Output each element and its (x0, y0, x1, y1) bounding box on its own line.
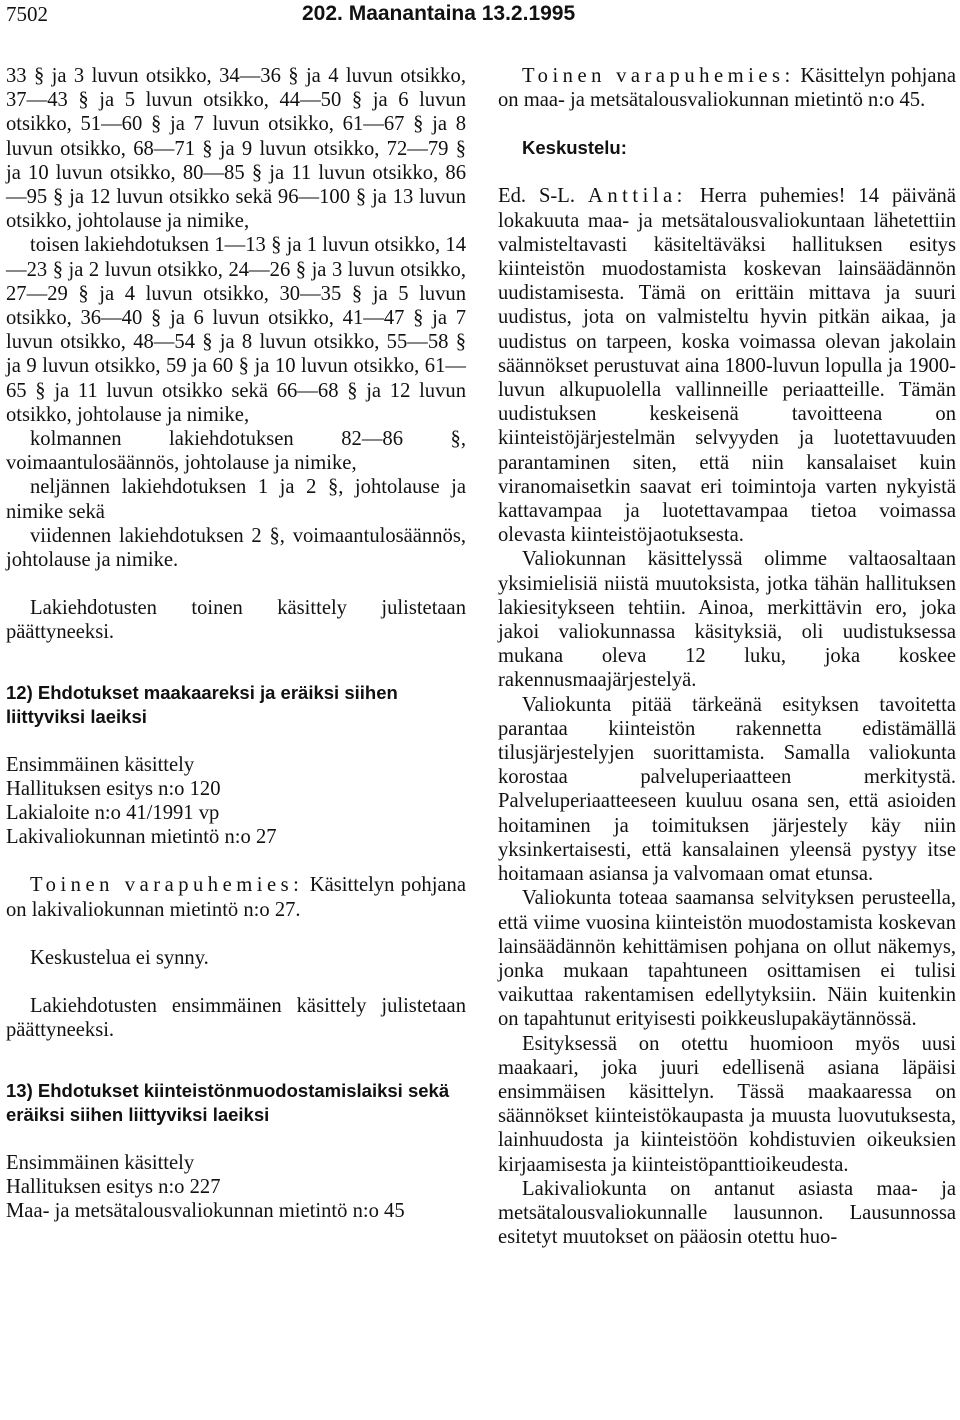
page-header (6, 2, 954, 32)
page-number: 7502 (6, 2, 48, 26)
paragraph-second-bill: toisen lakiehdotuksen 1—13 § ja 1 luvun otsikko, 14—23 § ja 2 luvun otsikko, 24—26 § ja 3 luvun otsikko, 27—29 § ja 4 luvun otsikko, 30—35 § ja 5 luvun otsikko, 36—40 § ja 6 luvun otsikko, 41—47 § ja 7 luvun otsikko, 48—54 § ja 8 luvun otsikko, 55—58 § ja 9 luvun otsikko, 59 ja 60 § ja 10 luvun otsikko, 61—65 § ja 11 luvun otsikko sekä 66—68 § ja 12 luvun otsikko, johtolause ja nimike, (6, 234, 466, 426)
paragraph-no-discussion: Keskustelua ei synny. (30, 946, 209, 969)
paragraph-fourth-bill: neljännen lakiehdotuksen 1 ja 2 §, johtolause ja nimike sekä (6, 476, 466, 523)
speaker-name-12: Toinen varapuhemies: (30, 874, 304, 897)
speech-paragraph-5: Esityksessä on otettu huomioon myös uusi maakaari, joka juuri edellisenä asiana läpäisi ensimmäisen käsittelyn. Tässä maakaaressa on säännökset kiinteistökaupasta ja muusta luovutuksesta, lainhuudosta ja kiinteistöön kohdistuvien oikeuksien kirjaamisesta ja kiinteistöpanttioikeudesta. (498, 1032, 956, 1176)
speech-paragraph-4: Valiokunta toteaa saamansa selvityksen perusteella, että viime vuosina kiinteistön muodostamista koskevan lainsäädännön kehittämisen pohjana on ollut näkemys, jonka mukaan tapahtuneen osittamisen ei tulisi vaikuttaa rakentamisen edellytyksiin. Näin kuitenkin on tapahtunut erityisesti poikkeuslupakäytännössä. (498, 887, 956, 1031)
speech-paragraph-6: Lakivaliokunta on antanut asiasta maa- ja metsätalousvaliokunnalle lausunnon. Lausunnossa esitetyt muutokset on pääosin otettu huo- (498, 1177, 956, 1249)
paragraph-first-bill-sections: 33 § ja 3 luvun otsikko, 34—36 § ja 4 luvun otsikko, 37—43 § ja 5 luvun otsikko, 44—50 § ja 6 luvun otsikko, 51—60 § ja 7 luvun otsikko, 61—67 § ja 8 luvun otsikko, 68—71 § ja 9 luvun otsikko, 72—79 § ja 10 luvun otsikko, 80—85 § ja 11 luvun otsikko, 86—95 § ja 12 luvun otsikko sekä 96—100 § ja 13 luvun otsikko, johtolause ja nimike, (6, 65, 466, 233)
speaker-text-12: Käsittelyn pohjana on lakivaliokunnan mietintö n:o 27. (6, 874, 466, 921)
right-column (498, 64, 956, 1249)
speaker-paragraph-13 (498, 64, 956, 112)
speaker-surname: Anttila: (587, 185, 687, 208)
reference-legislative-initiative-12: Lakialoite n:o 41/1991 vp (6, 802, 220, 825)
reference-first-reading-13: Ensimmäinen käsittely (6, 1151, 195, 1174)
speech-paragraph-2: Valiokunnan käsittelyssä olimme valtaosaltaan yksimielisiä niistä muutoksista, jotka tähän hallituksen lakiesitykseen tehtiin. Ainoa, merkittävin ero, joka jakoi valiokunnassa käsityksiä, oli uudistuksessa mukana oleva 12 luku, joka koskee rakennusmaajärjestelyä. (498, 548, 956, 692)
left-column (6, 64, 466, 1223)
paragraph-third-bill: kolmannen lakiehdotuksen 82—86 §, voimaantulosäännös, johtolause ja nimike, (6, 428, 466, 475)
paragraph-first-reading-closed: Lakiehdotusten ensimmäinen käsittely julistetaan päättyneeksi. (6, 995, 466, 1042)
reference-government-proposal-13: Hallituksen esitys n:o 227 (6, 1175, 221, 1198)
speaker-paragraph-12 (6, 873, 466, 921)
speaker-name-13: Toinen varapuhemies: (522, 65, 795, 87)
reference-first-reading-12: Ensimmäinen käsittely (6, 753, 195, 776)
speaker-title: Ed. S-L. (498, 185, 588, 208)
running-head: 202. Maanantaina 13.2.1995 (302, 2, 576, 25)
speaker-text-13: Käsittelyn pohjana on maa- ja metsätalousvaliokunnan mietintö n:o 45. (498, 65, 956, 112)
speech-opening-paragraph (498, 184, 956, 547)
section-heading-13: 13) Ehdotukset kiinteistönmuodostamislaiksi sekä eräiksi siihen liittyviksi laeiksi (6, 1079, 450, 1125)
reference-government-proposal-12: Hallituksen esitys n:o 120 (6, 777, 221, 800)
speech-paragraph-3: Valiokunta pitää tärkeänä esityksen tavoitetta parantaa kiinteistön rakennetta edistämällä tilusjärjestelyjen suorittamista. Samalla valiokunta korostaa palveluperiaatteen merkitystä. Palveluperiaatteeseen kuuluu osana sen, että asioiden hoitaminen ja toimituksen järjestely käy niin yksinkertaisesti, että kansalainen yleensä pystyy itse hoitamaan asiansa ja valvomaan omat etunsa. (498, 693, 956, 886)
paragraph-second-reading-closed: Lakiehdotusten toinen käsittely julistetaan päättyneeksi. (6, 597, 466, 644)
discussion-heading: Keskustelu: (522, 137, 627, 159)
section-heading-12: 12) Ehdotukset maakaareksi ja eräiksi siihen liittyviksi laeiksi (6, 681, 398, 727)
speech-opening-text: Herra puhemies! 14 päivänä lokakuuta maa- ja metsätalousvaliokuntaan lähetettiin valmisteltavasti käsiteltäväksi hallituksen esitys kiinteistön muodostamista koskevan lainsäädännön uudistamisesta. Tämä on erittäin mittava ja suuri uudistus, jota on valmisteltu hyvin pitkän aikaa, ja uudistus on tarpeen, koska voimassa olevan jakolain säännökset perustuvat aina 1800-luvun lopulla ja 1900-luvun alkupuolella vallinneille periaatteille. Tämän uudistuksen keskeisenä tavoitteena on kiinteistöjärjestelmän selvyyden ja luotettavuuden parantaminen siten, että niin kansalaiset kuin viranomaisetkin saavat eri toimintoja varten nykyistä kattavampaa ja luotettavampaa tietoa voimassa olevasta kiinteistöjaotuksesta. (498, 185, 956, 547)
reference-committee-report-13: Maa- ja metsätalousvaliokunnan mietintö n:o 45 (6, 1199, 405, 1222)
paragraph-fifth-bill: viidennen lakiehdotuksen 2 §, voimaantulosäännös, johtolause ja nimike. (6, 524, 466, 572)
reference-committee-report-12: Lakivaliokunnan mietintö n:o 27 (6, 826, 277, 849)
